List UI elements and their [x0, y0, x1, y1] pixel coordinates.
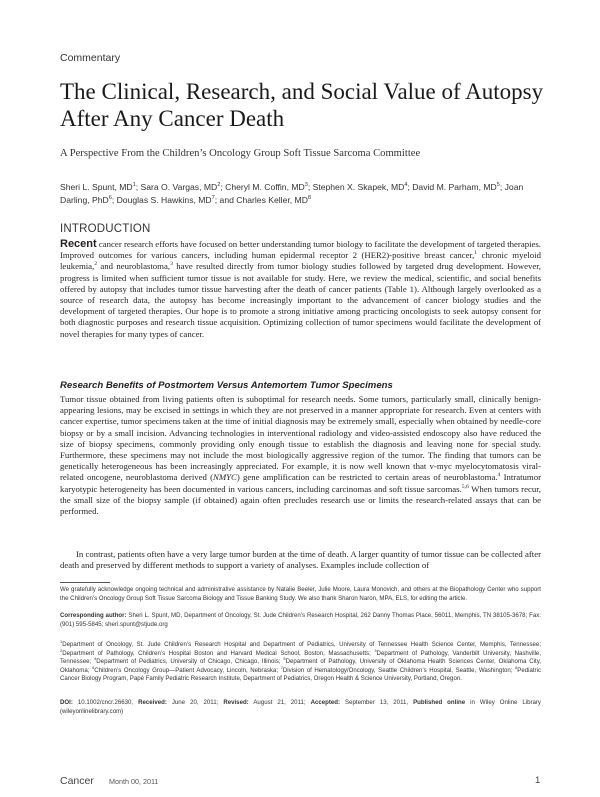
footer-journal-name: Cancer	[60, 775, 94, 787]
introduction-heading: INTRODUCTION	[60, 223, 151, 235]
acknowledgment-footnote: We gratefully acknowledge ongoing technical and administrative assistance by Natalie Beeler, Julie Moore, Laura Monovich, and others at the Biopathology Center who support the Children’s Oncology Group Soft Tissue Sarcoma Biology and Tissue Banking Study. We also thank Sharon Naron, MPA, ELS, for editing the article.	[60, 586, 541, 602]
continuation-paragraph: In contrast, patients often have a very large tumor burden at the time of death. A larger quantity of tumor tissue can be collected after death and preserved by different methods to support a variety of analyses. Examples include collection of	[60, 549, 541, 571]
lead-word: Recent	[60, 238, 97, 250]
affiliations-footnote: $^1$Department of Oncology, St. Jude Children’s Research Hospital and Department of Pediatrics, University of Tennessee Health Science Center, Memphis, Tennessee; $^2$Department of Pathology, Children’s Hospital Boston and Harvard Medical School, Boston, Massachusetts; $^3$Department of Pathology, Vanderbilt University, Nashville, Tennessee; $^4$Department of Pediatrics, University of Chicago, Chicago, Illinois; $^5$Department of Pathology, University of Oklahoma Health Sciences Center, Oklahoma City, Oklahoma; $^6$Children’s Oncology Group—Patient Advocacy, Lincoln, Nebraska; $^7$Division of Hematology/Oncology, Seattle Children’s Hospital, Seattle, Washington; $^8$Pediatric Cancer Biology Program, Papé Family Pediatric Research Institute, Department of Pediatrics, Oregon Health & Science University, Portland, Oregon.	[60, 638, 542, 683]
article-title: The Clinical, Research, and Social Value of Autopsy After Any Cancer Death	[60, 79, 544, 131]
research-benefits-heading: Research Benefits of Postmortem Versus Antemortem Tumor Specimens	[60, 380, 393, 391]
footer-page-number: 1	[535, 775, 541, 786]
research-benefits-paragraph: Tumor tissue obtained from living patients often is suboptimal for research needs. Some tumors, particularly small, clinically benign-appearing lesions, may be excised in settings in which they are not preserved in a manner appropriate for research. Even at centers with cancer expertise, tumor specimens taken at the time of initial diagnosis may be extremely small, especially when obtained by needle-core biopsy or by a small incision. Advancing technologies in interventional radiology and video-assisted endoscopy also have reduced the size of biopsy specimens, commonly providing only enough tissue to establish the diagnosis and leaving none for special study. Furthermore, these specimens may not include the most biologically aggressive region of the tumor. The finding that tumors can be genetically heterogeneous has been increasingly appreciated. For example, it is now well known that v-myc myelocytomatosis viral-related oncogene, neuroblastoma derived (NMYC) gene amplification can be restricted to certain areas of neuroblastoma.$^4$ Intratumor karyotypic heterogeneity has been documented in various cancers, including carcinomas and soft tissue sarcomas.$^{5,6}$ When tumors recur, the small size of the biopsy sample (if obtained) again often precludes research use or limits the research-related assays that can be performed.	[60, 394, 542, 517]
introduction-text: cancer research efforts have focused on better understanding tumor biology to facilitate the development of targeted therapies. Improved outcomes for various cancers, including human epidermal receptor 2 (HER2)-positive breast cancer,$^1$ chronic myeloid leukemia,$^2$ and neuroblastoma,$^3$ have resulted directly from tumor biology studies followed by targeted drug development. However, progress is limited when sufficient tumor tissue is not available for study. Here, we review the medical, scientific, and social benefits offered by autopsy that includes tumor tissue harvesting after the death of cancer patients (Table 1). Although largely overlooked as a source of research data, the autopsy has become increasingly important to the advancement of cancer biology studies and the development of targeted therapies. Our hope is to promote a strong initiative among practicing oncologists to seek autopsy consent for both diagnostic purposes and research tissue acquisition. Optimizing collection of tumor specimens would facilitate the development of novel therapies for many types of cancer.	[60, 239, 541, 339]
doi-footnote: DOI: 10.1002/cncr.26630, Received: June 20, 2011; Revised: August 21, 2011; Accepted: September 13, 2011, Published online in Wiley Online Library (wileyonlinelibrary.com)	[60, 699, 541, 715]
author-list: Sheri L. Spunt, $MD^1$; Sara O. Vargas, $MD^2$; Cheryl M. Coffin, $MD^3$; Stephen X. Skapek, $MD^4$; David M. Parham, $MD^5$; Joan Darling, PhD$^6$; Douglas S. Hawkins, $MD^7$; and Charles Keller, $MD^8$	[60, 182, 524, 205]
article-subtitle: A Perspective From the Children’s Oncology Group Soft Tissue Sarcoma Committee	[60, 148, 421, 159]
section-label: Commentary	[60, 52, 121, 64]
introduction-paragraph	[60, 239, 541, 340]
footnote-divider	[60, 582, 110, 583]
footer-date: Month 00, 2011	[109, 777, 159, 786]
corresponding-author-footnote: Corresponding author: Sheri L. Spunt, MD, Department of Oncology, St. Jude Children’s Research Hospital, 262 Danny Thomas Place, 56011, Memphis, TN 38105-3678; Fax: (901) 595-5845; sheri.spunt@stjude.org	[60, 612, 541, 628]
